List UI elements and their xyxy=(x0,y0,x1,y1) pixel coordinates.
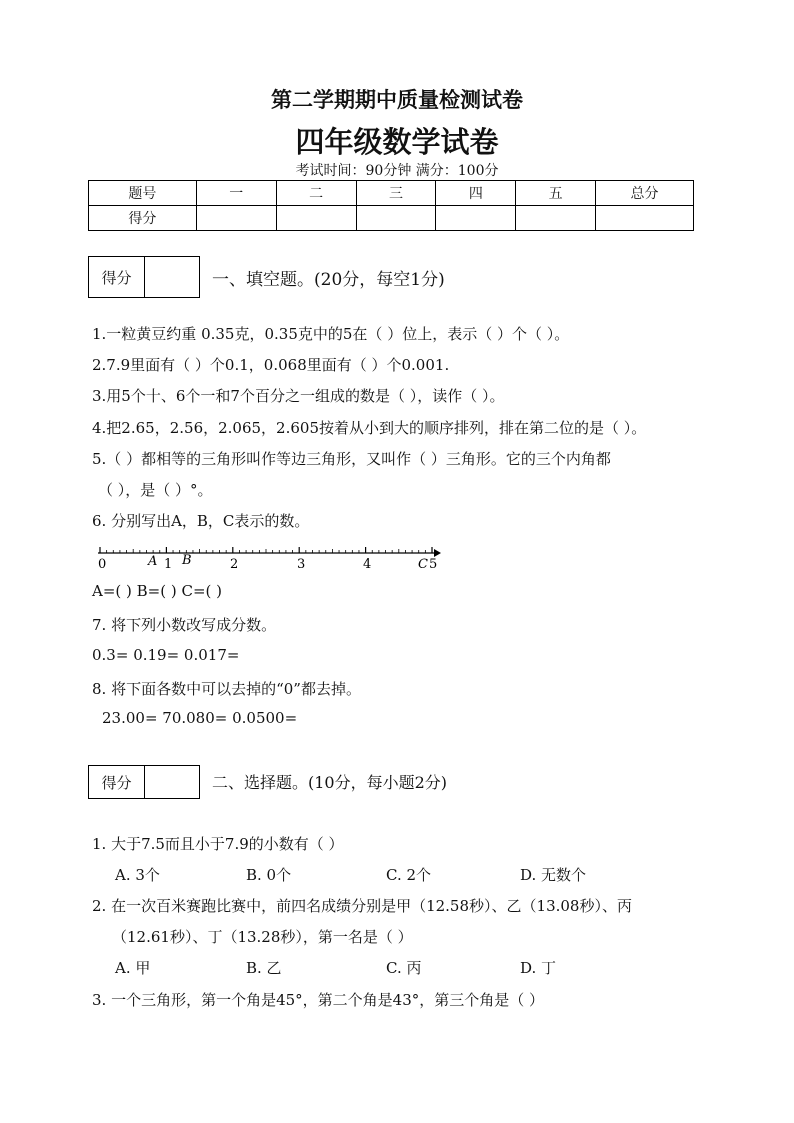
option-d: D. 丁 xyxy=(520,959,557,977)
number-line-marker-b: B xyxy=(182,553,192,568)
score-cell xyxy=(516,206,596,231)
score-header-cell: 二 xyxy=(276,181,356,206)
number-line-label: 1 xyxy=(164,557,173,572)
score-header-cell: 一 xyxy=(196,181,276,206)
section2-title: 二、选择题。(10分，每小题2分) xyxy=(212,773,448,792)
score-box-blank xyxy=(145,257,199,297)
question-1-4: 4.把2.65，2.56，2.065，2.605按着从小到大的顺序排列，排在第二位的是（ ）。 xyxy=(92,419,647,437)
question-1-6: 6. 分别写出A，B，C表示的数。 xyxy=(92,512,310,530)
score-row-label: 得分 xyxy=(89,206,197,231)
number-line-label: 0 xyxy=(98,557,107,572)
question-1-6-answers: A=( ) B=( ) C=( ) xyxy=(92,582,222,600)
section1-title: 一、填空题。(20分，每空1分) xyxy=(212,270,445,290)
score-cell xyxy=(276,206,356,231)
score-header-cell: 总分 xyxy=(596,181,694,206)
section2-score-box xyxy=(88,765,200,799)
option-a: A. 甲 xyxy=(115,959,151,977)
number-line-label: 5 xyxy=(429,557,438,572)
score-header-cell: 四 xyxy=(436,181,516,206)
question-2-3: 3. 一个三角形，第一个角是45°，第二个角是43°，第三个角是（ ） xyxy=(92,991,545,1009)
exam-subtitle: 四年级数学试卷 xyxy=(295,125,499,159)
option-b: B. 乙 xyxy=(246,959,282,977)
score-cell xyxy=(596,206,694,231)
option-a: A. 3个 xyxy=(115,866,160,884)
score-box-label: 得分 xyxy=(89,766,145,798)
question-2-2a: 2. 在一次百米赛跑比赛中，前四名成绩分别是甲（12.58秒）、乙（13.08秒）、丙 xyxy=(92,897,632,915)
question-2-2b: （12.61秒）、丁（13.28秒），第一名是（ ） xyxy=(112,928,413,946)
option-d: D. 无数个 xyxy=(520,866,587,884)
score-header-cell: 题号 xyxy=(89,181,197,206)
number-line-label: 2 xyxy=(230,557,239,572)
score-table-score-row xyxy=(89,206,694,231)
option-c: C. 2个 xyxy=(386,866,432,884)
exam-title: 第二学期期中质量检测试卷 xyxy=(271,87,523,112)
question-1-2: 2.7.9里面有（ ）个0.1，0.068里面有（ ）个0.001. xyxy=(92,356,450,374)
score-cell xyxy=(196,206,276,231)
score-cell xyxy=(356,206,436,231)
score-header-cell: 五 xyxy=(516,181,596,206)
option-b: B. 0个 xyxy=(246,866,292,884)
number-line-marker-c: C xyxy=(418,557,428,572)
question-2-1: 1. 大于7.5而且小于7.9的小数有（ ） xyxy=(92,835,344,853)
score-table xyxy=(88,180,694,231)
score-cell xyxy=(436,206,516,231)
question-1-1: 1.一粒黄豆约重 0.35克，0.35克中的5在（ ）位上，表示（ ）个（ ）。 xyxy=(92,325,570,343)
question-1-8-answers: 23.00= 70.080= 0.0500= xyxy=(102,709,298,727)
score-box-blank xyxy=(145,766,199,798)
number-line-label: 3 xyxy=(297,557,306,572)
score-table-header-row xyxy=(89,181,694,206)
score-box-label: 得分 xyxy=(89,257,145,297)
exam-meta: 考试时间：90分钟 满分：100分 xyxy=(295,163,499,179)
score-header-cell: 三 xyxy=(356,181,436,206)
question-1-5b: （ ），是（ ）°。 xyxy=(98,481,213,499)
question-1-7-answers: 0.3= 0.19= 0.017= xyxy=(92,646,240,664)
question-1-5a: 5.（ ）都相等的三角形叫作等边三角形，又叫作（ ）三角形。它的三个内角都 xyxy=(92,450,611,468)
number-line-label: 4 xyxy=(363,557,372,572)
question-1-8: 8. 将下面各数中可以去掉的“0”都去掉。 xyxy=(92,680,361,698)
number-line xyxy=(94,544,444,574)
option-c: C. 丙 xyxy=(386,959,422,977)
section1-score-box xyxy=(88,256,200,298)
number-line-marker-a: A xyxy=(148,554,158,569)
question-1-7: 7. 将下列小数改写成分数。 xyxy=(92,616,277,634)
question-1-3: 3.用5个十、6个一和7个百分之一组成的数是（ ），读作（ ）。 xyxy=(92,387,505,405)
